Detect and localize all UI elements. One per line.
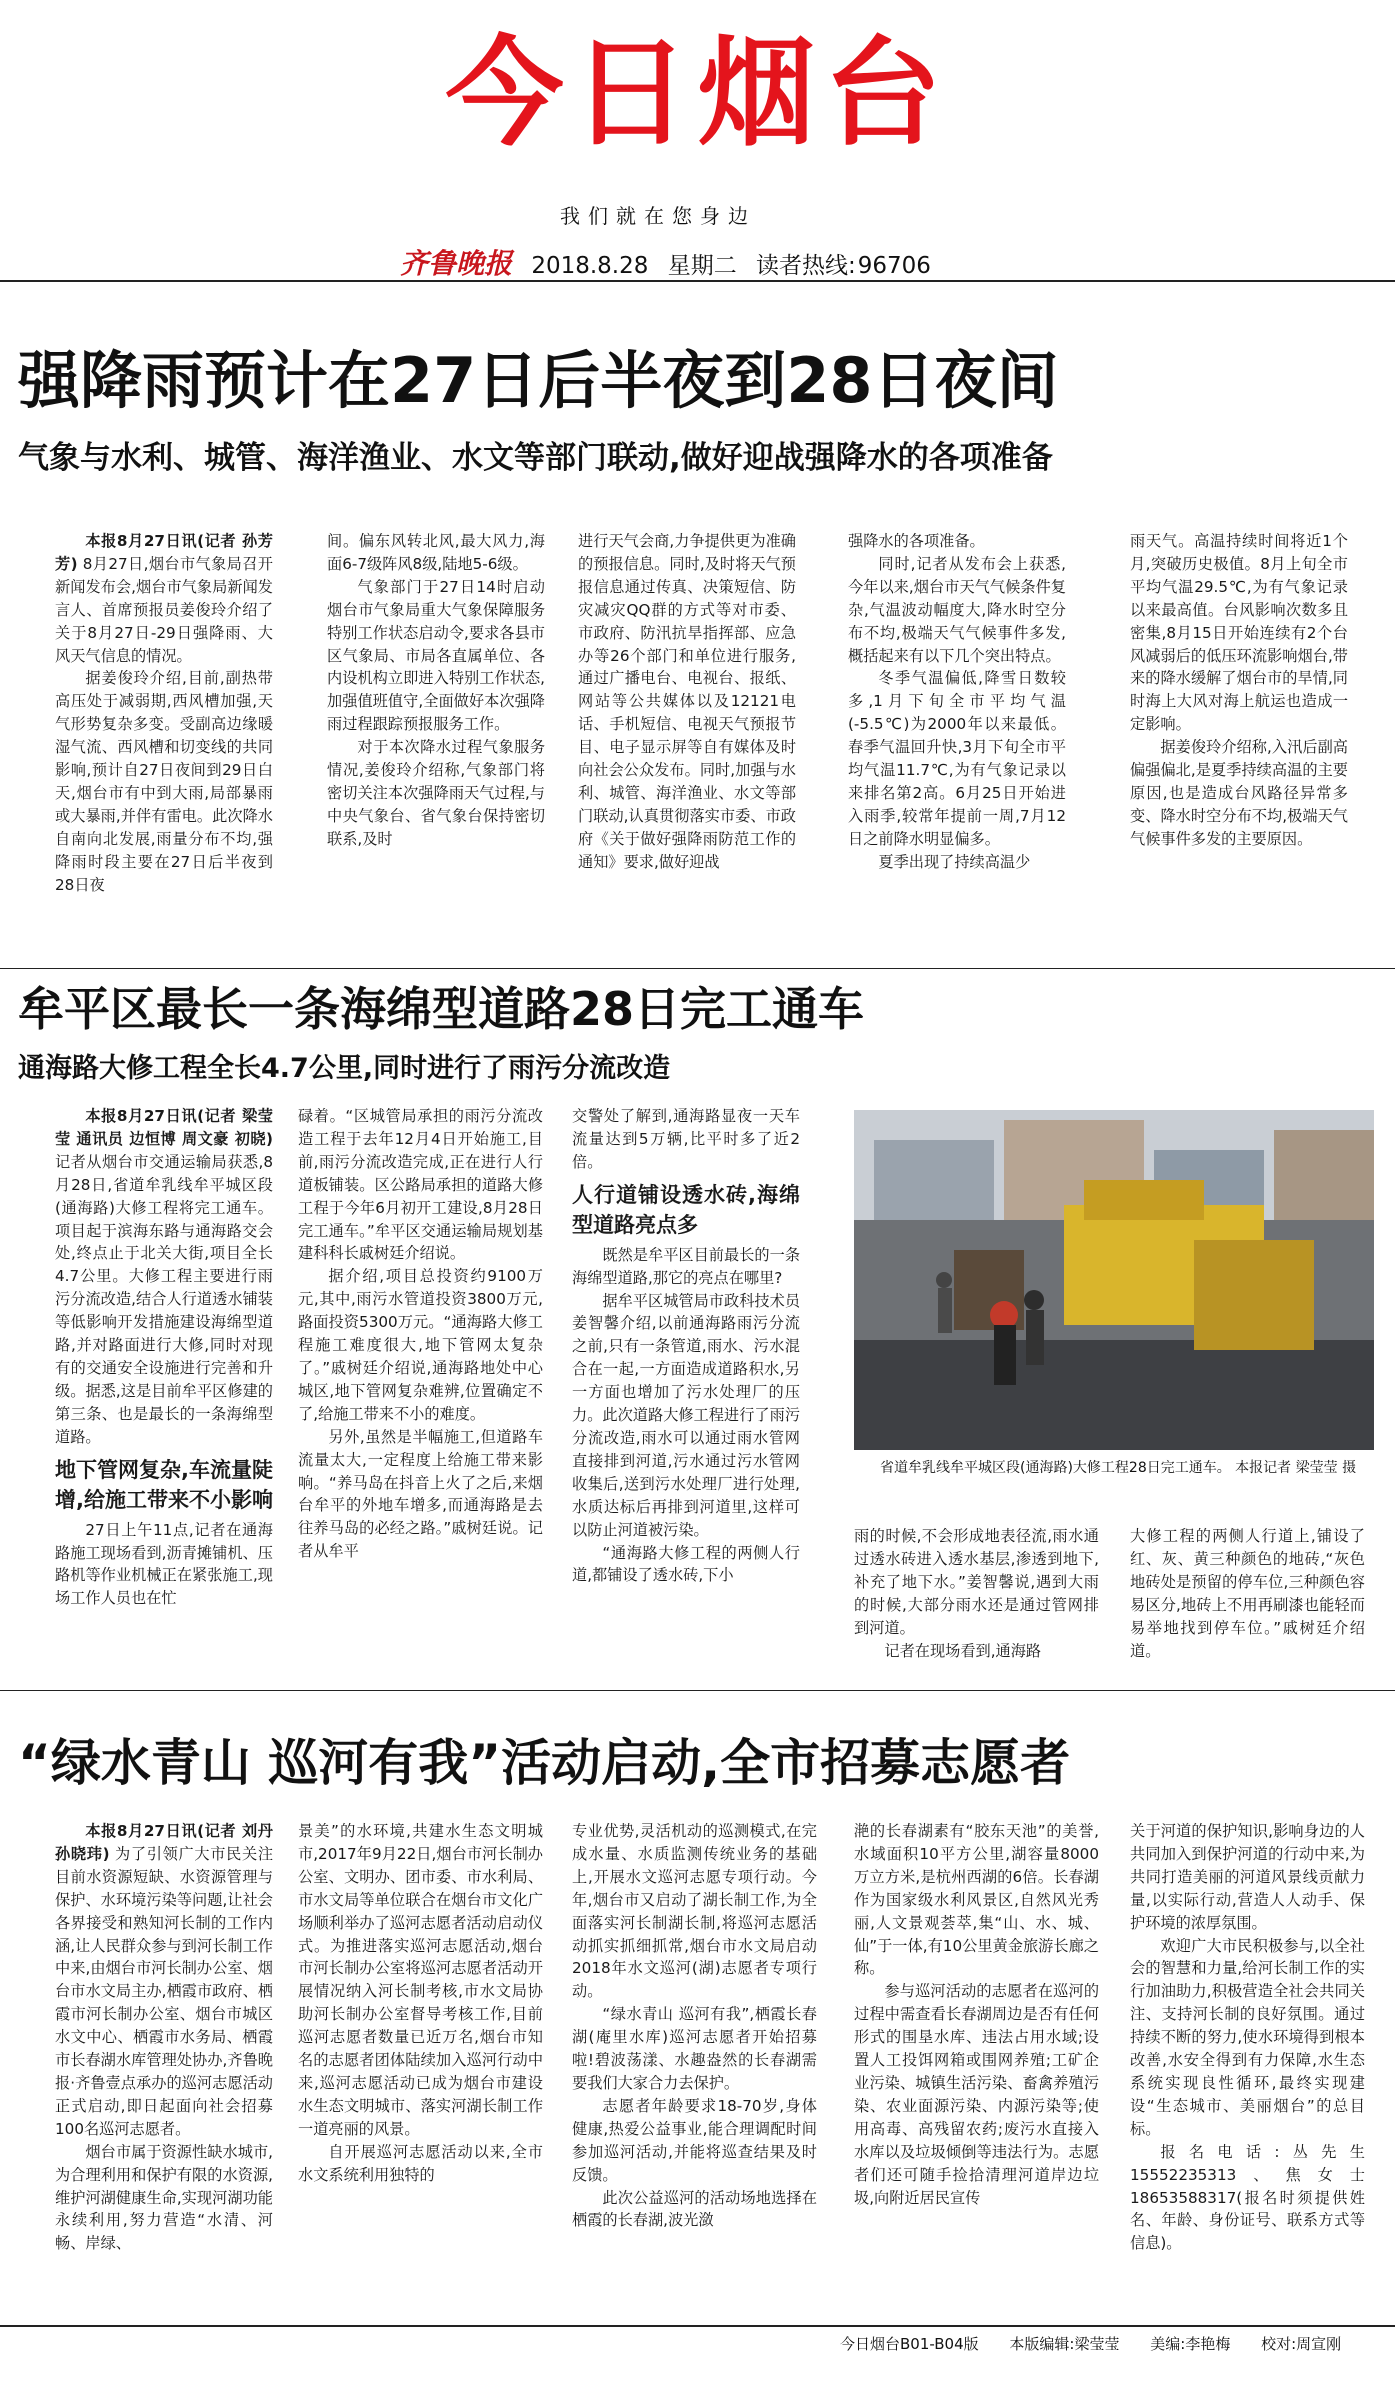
a2-column-5: 大修工程的两侧人行道上,铺设了红、灰、黄三种颜色的地砖,“灰色地砖处是预留的停车位,三种颜色容易区分,地砖上不用再刷漆也能轻而易举地找到停车位。”戚树廷介绍道。 xyxy=(1130,1527,1365,1660)
photo-illustration xyxy=(854,1110,1374,1450)
a2-subhead: 通海路大修工程全长4.7公里,同时进行了雨污分流改造 xyxy=(18,1053,671,1084)
footer-info xyxy=(840,2333,1341,2354)
a3-column-2: 景美”的水环境,共建水生态文明城市,2017年9月22日,烟台市河长制办公室、文明办、团市委、市水利局、市水文局等单位联合在烟台市文化广场顺利举办了巡河志愿者活动启动仪式。为推进落实巡河志愿活动,烟台市河长制办公室将巡河志愿者活动开展情况纳入河长制考核,市水文局协助河长制办公室督导考核工作,目前巡河志愿者数量已近万名,烟台市知名的志愿者团体陆续加入巡河行动中来,巡河志愿活动已成为烟台市建设水生态文明城市、落实河湖长制工作一道亮丽的风景。 自开展巡河志愿活动以来,全市水文系统利用独特的 xyxy=(298,1822,543,2184)
a1-byline: 本报8月27日讯(记者 孙芳芳) xyxy=(55,532,273,573)
a3-column-1: 本报8月27日讯(记者 刘丹 孙晓玮) 为了引领广大市民关注目前水资源短缺、水资源管理与保护、水环境污染等问题,让社会各界接受和熟知河长制的工作内涵,让人民群众参与到河长制工作中来,由烟台市河长制办公室、烟台市水文局主办,栖霞市政府、栖霞市河长制办公室、烟台市城区水文中心、栖霞市水务局、栖霞市长春湖水库管理处协办,齐鲁晚报·齐鲁壹点承办的巡河志愿活动正式启动,即日起面向社会招募100名巡河志愿者。 烟台市属于资源性缺水城市,为合理利用和保护有限的水资源,维护河湖健康生命,实现河湖功能永续利用,努力营造“水清、河畅、岸绿、 xyxy=(55,1822,273,2253)
a1-subhead: 气象与水利、城管、海洋渔业、水文等部门联动,做好迎战强降水的各项准备 xyxy=(18,440,1053,476)
a1-headline: 强降雨预计在27日后半夜到28日夜间 xyxy=(18,344,1059,417)
a1-column-5: 雨天气。高温持续时间将近1个月,突破历史极值。8月上旬全市平均气温29.5℃,为有气象记录以来最高值。台风影响次数多且密集,8月15日开始连续有2个台风减弱后的低压环流影响烟台,带来的降水缓解了烟台市的旱情,同时海上大风对海上航运也造成一定影响。 据姜俊玲介绍称,入汛后副高偏强偏北,是夏季持续高温的主要原因,也是造成台风路径异常多变、降水时空分布不均,极端天气气候事件多发的主要原因。 xyxy=(1130,532,1348,848)
issue-weekday: 星期二 xyxy=(667,253,737,279)
a2-column-4: 雨的时候,不会形成地表径流,雨水通过透水砖进入透水基层,渗透到地下,补充了地下水。”姜智馨说,遇到大雨的时候,大部分雨水还是通过管网排到河道。 记者在现场看到,通海路 xyxy=(854,1527,1099,1660)
issue-date: 2018.8.28 xyxy=(531,253,649,279)
a3-column-4: 滟的长春湖素有“胶东天池”的美誉,水域面积10平方公里,湖容量8000万立方米,是杭州西湖的6倍。长春湖作为国家级水利风景区,自然风光秀丽,人文景观荟萃,集“山、水、城、仙”于一体,有10公里黄金旅游长廊之称。 参与巡河活动的志愿者在巡河的过程中需查看长春湖周边是否有任何形式的围垦水库、违法占用水域;设置人工投饵网箱或围网养殖;工矿企业污染、城镇生活污染、畜禽养殖污染、农业面源污染、内源污染等;使用高毒、高残留农药;废污水直接入水库以及垃圾倾倒等违法行为。志愿者们还可随手捡拾清理河道岸边垃圾,向附近居民宣传 xyxy=(854,1822,1099,2207)
a1-column-4: 强降水的各项准备。 同时,记者从发布会上获悉,今年以来,烟台市天气气候条件复杂,气温波动幅度大,降水时空分布不均,极端天气气候事件多发,概括起来有以下几个突出特点。 冬季气温偏低,降雪日数较多,1月下旬全市平均气温(-5.5℃)为2000年以来最低。春季气温回升快,3月下旬全市平均气温11.7℃,为有气象记录以来排名第2高。6月25日开始进入雨季,较常年提前一周,7月12日之前降水明显偏多。 夏季出现了持续高温少 xyxy=(848,532,1066,871)
a3-column-3: 专业优势,灵活机动的巡测模式,在完成水量、水质监测传统业务的基础上,开展水文巡河志愿专项行动。今年,烟台市又启动了湖长制工作,为全面落实河长制湖长制,将巡河志愿活动抓实抓细抓常,烟台市水文局启动2018年水文巡河(湖)志愿者专项行动。 “绿水青山 巡河有我”,栖霞长春湖(庵里水库)巡河志愿者开始招募啦!碧波荡漾、水趣盎然的长春湖需要我们大家合力去保护。 志愿者年龄要求18-70岁,身体健康,热爱公益事业,能合理调配时间参加巡河活动,并能将巡查结果及时反馈。 此次公益巡河的活动场地选择在栖霞的长春湖,波光潋 xyxy=(572,1822,817,2230)
footer-pages: 今日烟台B01-B04版 xyxy=(840,2335,979,2353)
masthead-rule xyxy=(0,280,1395,282)
hotline-label: 读者热线: xyxy=(756,253,856,279)
a3-byline: 本报8月27日讯(记者 刘丹 孙晓玮) xyxy=(55,1822,273,1863)
a3-column-5: 关于河道的保护知识,影响身边的人共同加入到保护河道的行动中来,为共同打造美丽的河道风景线贡献力量,以实际行动,营造人人动手、保护环境的浓厚氛围。 欢迎广大市民积极参与,以全社会的智慧和力量,给河长制工作的实行加油助力,积极营造全社会共同关注、支持河长制的良好氛围。通过持续不断的努力,使水环境得到根本改善,水安全得到有力保障,水生态系统实现良性循环,最终实现建设“生态城市、美丽烟台”的总目标。 报名电话:丛先生 15552235313、焦女士18653588317(报名时须提供姓名、年龄、身份证号、联系方式等信息)。 xyxy=(1130,1822,1365,2253)
footer-design: 美编:李艳梅 xyxy=(1150,2335,1231,2353)
a1-column-1: 本报8月27日讯(记者 孙芳芳) 8月27日,烟台市气象局召开新闻发布会,烟台市气象局新闻发言人、首席预报员姜俊玲介绍了关于8月27日-29日强降雨、大风天气信息的情况。 据姜俊玲介绍,目前,副热带高压处于减弱期,西风槽加强,天气形势复杂多变。受副高边缘暖湿气流、西风槽和切变线的共同影响,预计自27日夜间到29日白天,烟台市有中到大雨,局部暴雨或大暴雨,并伴有雷电。此次降水自南向北发展,雨量分布不均,强降雨时段主要在27日后半夜到28日夜 xyxy=(55,532,273,894)
photo-caption: 省道牟乳线牟平城区段(通海路)大修工程28日完工通车。 本报记者 梁莹莹 摄 xyxy=(880,1460,1357,1476)
a2-column-2: 碌着。“区城管局承担的雨污分流改造工程于去年12月4日开始施工,目前,雨污分流改造完成,正在进行人行道板铺装。区公路局承担的道路大修工程于今年6月初开工建设,8月28日完工通车。”牟平区交通运输局规划基建科科长戚树廷介绍说。 据介绍,项目总投资约9100万元,其中,雨污水管道投资3800万元,路面投资5300万元。“通海路大修工程施工难度很大,地下管网太复杂了。”戚树廷介绍说,通海路地处中心城区,地下管网复杂难辨,位置确定不了,给施工带来不小的难度。 另外,虽然是半幅施工,但道路车流量太大,一定程度上给施工带来影响。“养马岛在抖音上火了之后,来烟台牟平的外地车增多,而通海路是去往养马岛的必经之路。”戚树廷说。记者从牟平 xyxy=(298,1107,543,1561)
a2-column-1: 本报8月27日讯(记者 梁莹莹 通讯员 边恒博 周文豪 初晓) 记者从烟台市交通运输局获悉,8月28日,省道牟乳线牟平城区段(通海路)大修工程将完工通车。项目起于滨海东路与通海路交会处,终点止于北关大街,项目全长4.7公里。大修工程主要进行雨污分流改造,结合人行道透水铺装等低影响开发措施建设海绵型道路,并对路面进行大修,同时对现有的交通安全设施进行完善和升级。据悉,这是目前牟平区修建的第三条、也是最长的一条海绵型道路。 地下管网复杂,车流量陡增,给施工带来不小影响 27日上午11点,记者在通海路施工现场看到,沥青摊铺机、压路机等作业机械正在紧张施工,现场工作人员也在忙 xyxy=(55,1107,273,1608)
brand-logo: 齐鲁晚报 xyxy=(400,247,513,280)
masthead-title: 今日烟台 xyxy=(445,24,950,162)
footer-editor: 本版编辑:梁莹莹 xyxy=(1009,2335,1120,2353)
hotline-number: 96706 xyxy=(857,253,931,279)
a2-intertitle-1: 地下管网复杂,车流量陡增,给施工带来不小影响 xyxy=(55,1457,273,1512)
a3-headline: “绿水青山 巡河有我”活动启动,全市招募志愿者 xyxy=(18,1734,1071,1792)
publication-info xyxy=(400,242,943,282)
a1-column-2: 间。偏东风转北风,最大风力,海面6-7级阵风8级,陆地5-6级。 气象部门于27日14时启动烟台市气象局重大气象保障服务特别工作状态启动令,要求各县市区气象局、市局各直属单位、各内设机构立即进入特别工作状态,加强值班值守,全面做好本次强降雨过程跟踪预报服务工作。 对于本次降水过程气象服务情况,姜俊玲介绍称,气象部门将密切关注本次强降雨天气过程,与中央气象台、省气象台保持密切联系,及时 xyxy=(327,532,545,848)
masthead-slogan: 我们就在您身边 xyxy=(560,204,756,228)
divider-1 xyxy=(0,968,1395,969)
construction-photo xyxy=(854,1110,1374,1450)
divider-2 xyxy=(0,1690,1395,1691)
footer-rule xyxy=(0,2325,1395,2327)
a2-intertitle-2: 人行道铺设透水砖,海绵型道路亮点多 xyxy=(572,1182,800,1237)
a2-column-3: 交警处了解到,通海路显夜一天车流量达到5万辆,比平时多了近2倍。 人行道铺设透水砖,海绵型道路亮点多 既然是牟平区目前最长的一条海绵型道路,那它的亮点在哪里? 据牟平区城管局市政科技术员姜智馨介绍,以前通海路雨污分流之前,只有一条管道,雨水、污水混合在一起,一方面造成道路积水,另一方面也增加了污水处理厂的压力。此次道路大修工程进行了雨污分流改造,雨水可以通过雨水管网直接排到河道,污水通过污水管网收集后,送到污水处理厂进行处理,水质达标后再排到河道里,这样可以防止河道被污染。 “通海路大修工程的两侧人行道,都铺设了透水砖,下小 xyxy=(572,1107,800,1585)
a2-headline: 牟平区最长一条海绵型道路28日完工通车 xyxy=(18,982,865,1036)
a1-column-3: 进行天气会商,力争提供更为准确的预报信息。同时,及时将天气预报信息通过传真、决策短信、防灾减灾QQ群的方式等对市委、市政府、防汛抗旱指挥部、应急办等26个部门和单位进行服务,通过广播电台、电视台、报纸、网站等公共媒体以及12121电话、手机短信、电视天气预报节目、电子显示屏等自有媒体及时向社会公众发布。同时,加强与水利、城管、海洋渔业、水文等部门联动,认真贯彻落实市委、市政府《关于做好强降雨防范工作的通知》要求,做好迎战 xyxy=(578,532,796,871)
a2-byline: 本报8月27日讯(记者 梁莹莹 通讯员 边恒博 周文豪 初晓) xyxy=(55,1107,273,1148)
footer-proof: 校对:周宣刚 xyxy=(1261,2335,1342,2353)
